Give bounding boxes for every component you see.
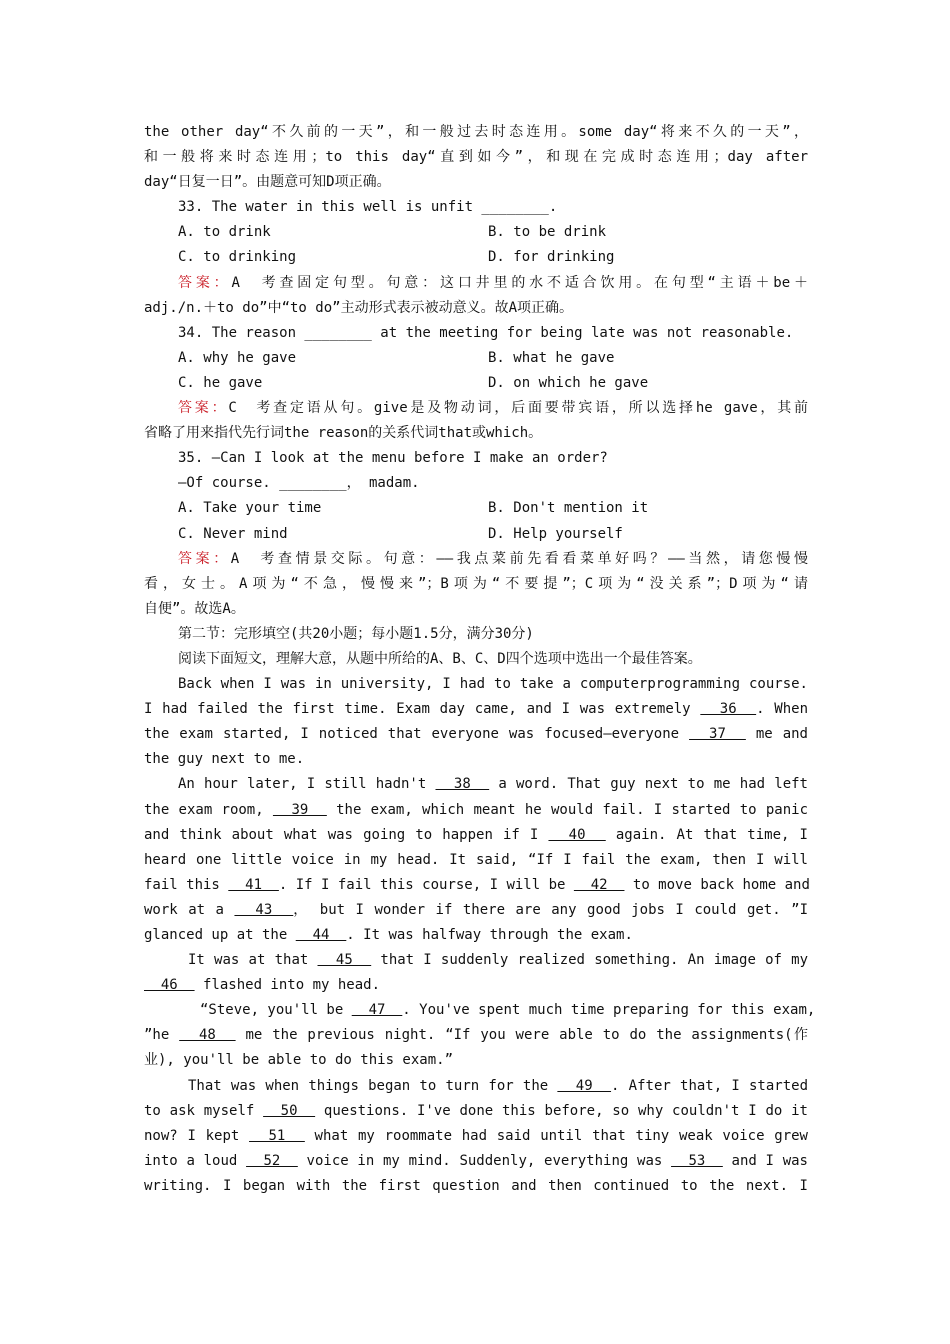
question-34-stem: 34. The reason ________ at the meeting for being late was not reasonable. xyxy=(178,324,794,341)
text: into a loud xyxy=(144,1152,247,1169)
passage-p5-line-3 xyxy=(144,1124,808,1149)
passage-p1-line-2 xyxy=(144,697,808,722)
passage-p4-line-3: 业), you'll be able to do this exam.” xyxy=(144,1052,454,1069)
answer-text-1: A 考查固定句型。句意：这口井里的水不适合饮用。在句型“主语＋be＋ xyxy=(231,274,809,291)
question-33-answer xyxy=(144,271,808,296)
question-34-answer-line-2: 省略了用来指代先行词the reason的关系代词that或which。 xyxy=(144,425,543,442)
blank-48: 48 xyxy=(179,1027,236,1044)
blank-51: 51 xyxy=(249,1127,305,1144)
passage-p1-line-4: the guy next to me. xyxy=(144,751,305,768)
passage-p4-line-2 xyxy=(144,1023,808,1048)
answer-label: 答案： xyxy=(178,550,231,567)
intro-line-1: the other day“不久前的一天”，和一般过去时态连用。some day“将来不久的一天”， xyxy=(144,124,808,140)
passage-p2-line-1 xyxy=(144,772,808,797)
question-35-answer xyxy=(144,547,808,572)
passage-p3-line-1 xyxy=(144,948,808,973)
answer-label: 答案： xyxy=(178,400,229,417)
text: . When xyxy=(756,701,808,718)
question-34-options-row-1 xyxy=(144,346,808,371)
blank-47: 47 xyxy=(351,1002,403,1019)
text: work at a xyxy=(144,901,235,918)
option-a: A. to drink xyxy=(178,224,271,241)
blank-45: 45 xyxy=(317,952,372,969)
text: . If I fail this course, I will be xyxy=(278,876,574,893)
text: to ask myself xyxy=(144,1102,264,1119)
option-a: A. why he gave xyxy=(178,349,297,366)
text: . It was halfway through the exam. xyxy=(346,927,633,943)
text: ， but I wonder if there are any good jobs I could get. ”I xyxy=(293,901,808,918)
passage-p5-line-2 xyxy=(144,1099,808,1124)
text: the exam room, xyxy=(144,801,273,818)
question-35-answer-line-2: 看，女士。A项为“不急，慢慢来”；B项为“不要提”；C项为“没关系”；D项为“请 xyxy=(144,575,808,592)
option-c: C. he gave xyxy=(178,374,263,391)
passage-p1-line-3 xyxy=(144,722,808,747)
blank-41: 41 xyxy=(228,876,279,893)
answer-label: 答案： xyxy=(178,274,232,291)
option-b: B. Don't mention it xyxy=(488,500,649,517)
text: questions. I've done this before, so why couldn't I do it xyxy=(315,1102,808,1119)
blank-37: 37 xyxy=(689,726,746,743)
answer-text-1: C 考查定语从句。give是及物动词，后面要带宾语，所以选择he gave，其前 xyxy=(228,400,808,417)
text: me and xyxy=(745,726,808,743)
intro-line-2: 和一般将来时态连用；to this day“直到如今”，和现在完成时态连用；day after xyxy=(144,149,808,166)
section-instructions: 阅读下面短文，理解大意，从题中所给的A、B、C、D四个选项中选出一个最佳答案。 xyxy=(178,650,702,667)
option-b: B. to be drink xyxy=(488,224,607,241)
text: glanced up at the xyxy=(144,927,296,943)
question-35-stem-2: —Of course. ________， madam. xyxy=(178,475,420,492)
question-33-options-row-2 xyxy=(144,245,808,270)
question-35-stem-1: 35. —Can I look at the menu before I make an order? xyxy=(178,450,608,467)
passage-p3-line-2 xyxy=(144,973,808,998)
question-34-answer xyxy=(144,396,808,421)
document-page xyxy=(144,120,816,1199)
text: and I was xyxy=(722,1152,808,1169)
blank-53: 53 xyxy=(671,1152,723,1169)
passage-p2-line-3 xyxy=(144,823,808,848)
text: “Steve, you'll be xyxy=(200,1002,352,1019)
section-title: 第二节：完形填空(共20小题；每小题1.5分，满分30分) xyxy=(178,625,534,642)
option-c: C. to drinking xyxy=(178,249,297,266)
text: It was at that xyxy=(188,952,318,969)
text: voice in my mind. Suddenly, everything was xyxy=(297,1152,672,1169)
option-c: C. Never mind xyxy=(178,525,288,542)
passage-p5-line-4 xyxy=(144,1149,808,1174)
text: to move back home and xyxy=(624,876,810,893)
blank-49: 49 xyxy=(557,1077,612,1094)
question-34-options-row-2 xyxy=(144,371,808,396)
blank-42: 42 xyxy=(573,876,625,893)
blank-44: 44 xyxy=(295,927,347,943)
text: what my roommate had said until that tiny weak voice grew xyxy=(304,1127,808,1144)
blank-36: 36 xyxy=(700,701,757,718)
passage-p2-line-4: heard one little voice in my head. It said, “If I fail the exam, then I will xyxy=(144,851,808,868)
text: fail this xyxy=(144,876,229,893)
text: I had failed the first time. Exam day came, and I was extremely xyxy=(144,701,701,718)
option-d: D. on which he gave xyxy=(488,374,649,391)
passage-p1-line-1: Back when I was in university, I had to take a computerprogramming course. xyxy=(178,676,808,693)
text: now? I kept xyxy=(144,1127,250,1144)
question-35-answer-line-3: 自便”。故选A。 xyxy=(144,600,245,617)
question-33-stem: 33. The water in this well is unfit ________. xyxy=(178,199,558,216)
text: . After that, I started xyxy=(611,1077,808,1094)
text: the exam, which meant he would fail. I started to panic xyxy=(326,801,808,818)
text: . You've spent much time preparing for this exam, xyxy=(402,1002,816,1019)
text: me the previous night. “If you were able to do the assignments(作 xyxy=(235,1027,809,1044)
option-d: D. for drinking xyxy=(488,249,615,266)
text: flashed into my head. xyxy=(194,977,381,994)
blank-40: 40 xyxy=(548,826,606,843)
blank-38: 38 xyxy=(435,776,490,793)
question-33-options-row-1 xyxy=(144,220,808,245)
text: that I suddenly realized something. An image of my xyxy=(371,952,808,969)
text: a word. That guy next to me had left xyxy=(489,776,808,793)
option-a: A. Take your time xyxy=(178,500,322,517)
text: the exam started, I noticed that everyone was focused—everyone xyxy=(144,726,690,743)
question-35-options-row-1 xyxy=(144,496,808,521)
intro-line-3: day“日复一日”。由题意可知D项正确。 xyxy=(144,174,391,191)
question-33-answer-line-2: adj./n.＋to do”中“to do”主动形式表示被动意义。故A项正确。 xyxy=(144,299,574,316)
blank-43: 43 xyxy=(234,901,294,918)
text: That was when things began to turn for the xyxy=(188,1077,558,1094)
passage-p5-line-5: writing. I began with the first question and then continued to the next. I xyxy=(144,1177,808,1194)
blank-52: 52 xyxy=(246,1152,298,1169)
question-35-options-row-2 xyxy=(144,522,808,547)
option-b: B. what he gave xyxy=(488,349,615,366)
passage-p5-line-1 xyxy=(144,1074,808,1099)
text: and think about what was going to happen if I xyxy=(144,826,549,843)
blank-39: 39 xyxy=(272,801,327,818)
passage-p2-line-6 xyxy=(144,898,808,923)
passage-p2-line-7 xyxy=(144,923,808,948)
passage-p4-line-1 xyxy=(144,998,816,1023)
answer-text-1: A 考查情景交际。句意：——我点菜前先看看菜单好吗？——当然，请您慢慢 xyxy=(230,550,808,567)
passage-p2-line-5 xyxy=(144,873,808,898)
blank-46: 46 xyxy=(144,977,195,994)
text: again. At that time, I xyxy=(605,826,808,843)
text: ”he xyxy=(144,1027,180,1044)
text: An hour later, I still hadn't xyxy=(178,776,436,793)
blank-50: 50 xyxy=(263,1102,316,1119)
passage-p2-line-2 xyxy=(144,798,808,823)
option-d: D. Help yourself xyxy=(488,525,623,542)
